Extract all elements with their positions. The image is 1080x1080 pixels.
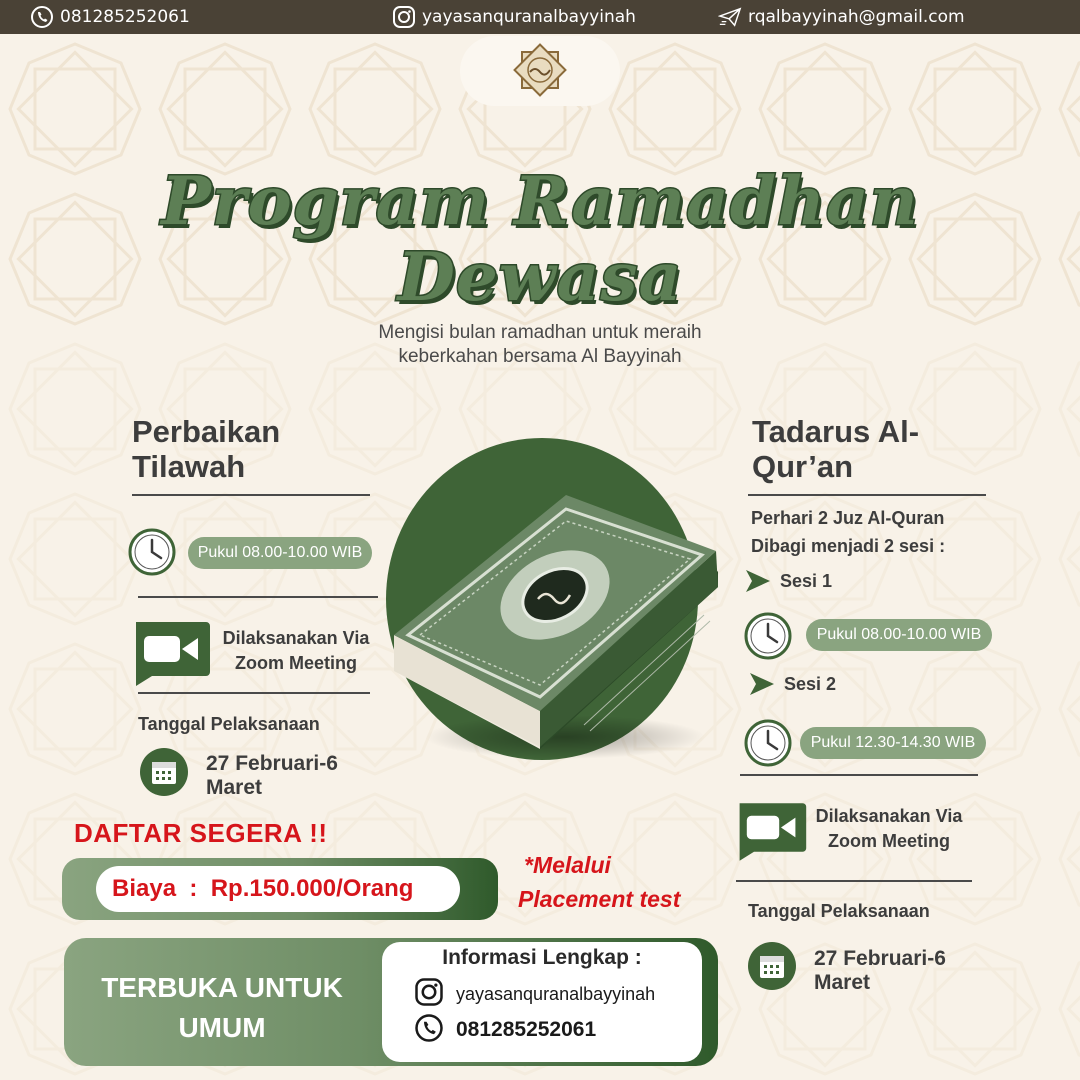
subtitle-line2: keberkahan bersama Al Bayyinah [398,346,682,367]
left-heading-line1: Perbaikan [132,414,281,449]
calendar-icon [140,748,188,796]
divider [736,880,972,882]
page-title-line2: Dewasa [397,238,683,316]
left-date-line2: Maret [206,776,263,799]
subtitle-line1: Mengisi bulan ramadhan untuk meraih [378,322,702,343]
open-line2: UMUM [178,1012,266,1043]
left-zoom-line1: Dilaksanakan Via [222,628,370,648]
divider [132,494,370,496]
arrow-right-icon [746,570,770,592]
info-phone-text: 081285252061 [456,1018,597,1041]
right-session2-label: Sesi 2 [784,674,837,694]
left-zoom-line2: Zoom Meeting [235,653,357,673]
contact-email[interactable] [718,4,965,30]
info-instagram-text: yayasanquranalbayyinah [456,983,656,1004]
right-date-line2: Maret [814,971,871,994]
page-title-line1: Program Ramadhan [161,162,919,240]
logo-emblem [510,40,570,100]
right-zoom-line1: Dilaksanakan Via [815,806,963,826]
info-instagram[interactable] [414,978,655,1010]
right-time2-pill: Pukul 12.30-14.30 WIB [800,727,986,759]
clock-icon [128,528,176,576]
calendar-icon [748,942,796,990]
instagram-icon [392,5,416,29]
top-contact-bar [0,0,1080,34]
right-heading-line1: Tadarus Al- [752,414,920,449]
note-line1: *Melalui [524,852,611,878]
contact-phone[interactable] [30,4,190,30]
arrow-right-icon [750,673,774,695]
divider [748,494,986,496]
left-heading-line2: Tilawah [132,449,246,484]
right-date-label: Tanggal Pelaksanaan [748,901,930,921]
divider [740,774,978,776]
divider [138,692,370,694]
contact-instagram[interactable] [392,4,636,30]
info-title: Informasi Lengkap : [442,946,642,969]
right-session1-label: Sesi 1 [780,571,833,591]
fee-text: Biaya : Rp.150.000/Orang [96,866,460,912]
instagram-icon [414,977,444,1012]
phone-icon [414,1013,444,1048]
open-line1: TERBUKA UNTUK [101,972,343,1003]
left-date-line1: 27 Februari-6 [206,752,338,775]
right-desc-line1: Perhari 2 Juz Al-Quran [751,508,945,528]
email-icon [718,5,742,29]
quran-book-image [390,495,720,765]
open-to-public-text [80,968,364,1048]
contact-email-text: rqalbayyinah@gmail.com [748,7,965,27]
divider [138,596,378,598]
right-desc-line2: Dibagi menjadi 2 sesi : [751,536,946,556]
video-camera-icon [132,620,212,688]
info-phone[interactable] [414,1014,596,1046]
register-cta: DAFTAR SEGERA !! [74,818,328,848]
right-heading-line2: Qur’an [752,449,854,484]
phone-icon [30,5,54,29]
clock-icon [744,612,792,660]
video-camera-icon [736,801,808,863]
left-date-label: Tanggal Pelaksanaan [138,714,320,734]
note-line2: Placement test [518,886,681,912]
right-time1-pill: Pukul 08.00-10.00 WIB [806,619,992,651]
left-time-pill: Pukul 08.00-10.00 WIB [188,537,372,569]
right-zoom-line2: Zoom Meeting [828,831,950,851]
clock-icon [744,719,792,767]
contact-phone-text: 081285252061 [60,7,190,27]
contact-instagram-text: yayasanquranalbayyinah [422,7,636,27]
right-date-line1: 27 Februari-6 [814,947,946,970]
